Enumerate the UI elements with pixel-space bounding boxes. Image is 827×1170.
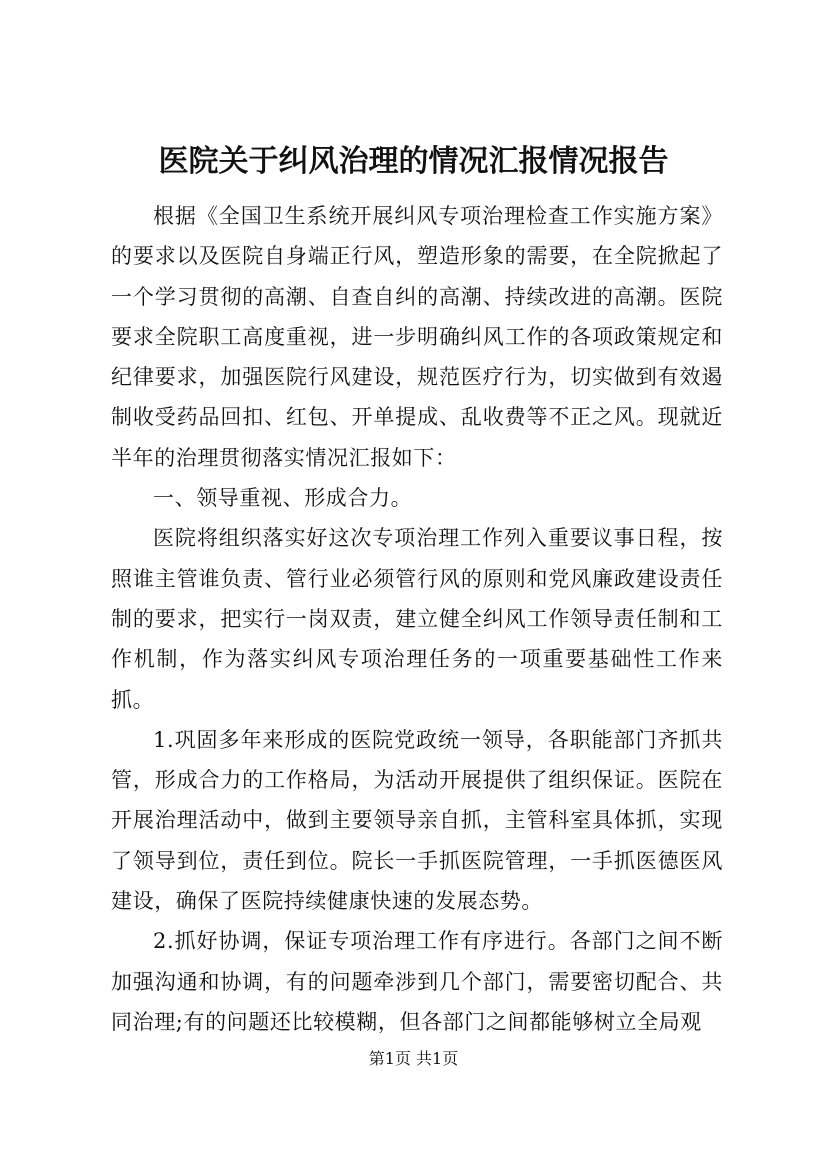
document-title: 医院关于纠风治理的情况汇报情况报告 (158, 144, 669, 179)
document-body (111, 196, 723, 1042)
paragraph-item-1: 1.巩固多年来形成的医院党政统一领导，各职能部门齐抓共管，形成合力的工作格局，为活动开展提供了组织保证。医院在开展治理活动中，做到主要领导亲自抓，主管科室具体抓，实现了领导到位，责任到位。院长一手抓医院管理，一手抓医德医风建设，确保了医院持续健康快速的发展态势。 (111, 727, 723, 914)
section-heading-1: 一、领导重视、形成合力。 (153, 486, 413, 511)
paragraph-item-2: 2.抓好协调，保证专项治理工作有序进行。各部门之间不断加强沟通和协调，有的问题牵涉到几个部门，需要密切配合、共同治理;有的问题还比较模糊，但各部门之间都能够树立全局观 (111, 929, 723, 1034)
page-footer: 第1页 共1页 (368, 1049, 459, 1068)
paragraph-section-1: 医院将组织落实好这次专项治理工作列入重要议事日程，按照谁主管谁负责、管行业必须管行风的原则和党风廉政建设责任制的要求，把实行一岗双责，建立健全纠风工作领导责任制和工作机制，作为落实纠风专项治理任务的一项重要基础性工作来抓。 (111, 526, 723, 712)
paragraph-intro: 根据《全国卫生系统开展纠风专项治理检查工作实施方案》的要求以及医院自身端正行风，塑造形象的需要，在全院掀起了一个学习贯彻的高潮、自查自纠的高潮、持续改进的高潮。医院要求全院职工高度重视，进一步明确纠风工作的各项政策规定和纪律要求，加强医院行风建设，规范医疗行为，切实做到有效遏制收受药品回扣、红包、开单提成、乱收费等不正之风。现就近半年的治理贯彻落实情况汇报如下： (111, 204, 723, 470)
